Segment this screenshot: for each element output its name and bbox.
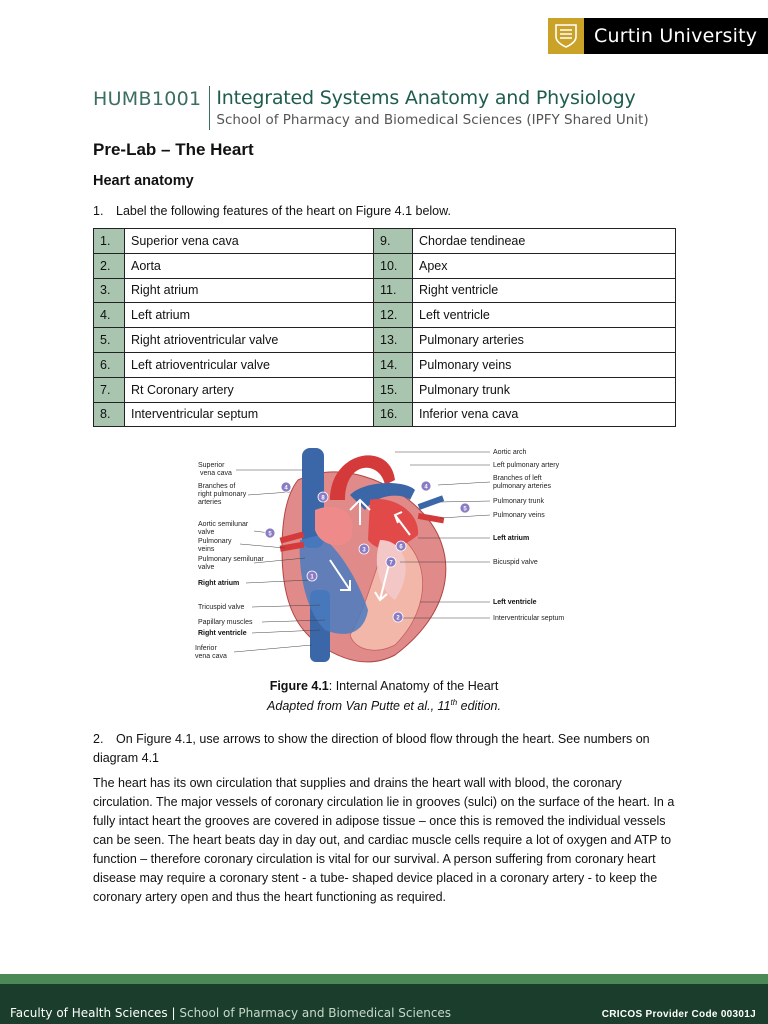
marker-5a (265, 528, 275, 538)
marker-3 (359, 544, 369, 554)
feature-name: Superior vena cava (125, 229, 374, 254)
feature-name: Aorta (125, 253, 374, 278)
table-row (94, 229, 676, 254)
feature-name: Right atrioventricular valve (125, 328, 374, 353)
label-aortic-arch: Aortic arch (493, 449, 527, 456)
question-1-number: 1. (93, 204, 104, 218)
svg-text:7: 7 (389, 560, 393, 567)
feature-name: Chordae tendineae (413, 229, 676, 254)
feature-number: 10. (374, 253, 413, 278)
section-heading: Heart anatomy (93, 173, 194, 189)
coronary-paragraph: The heart has its own circulation that supplies and drains the heart wall with blood, the coronary circulation. The major vessels of coronary circulation lie in grooves (sulci) on the surface of the heart. In a fully intact heart the grooves are covered in adipose tissue – once this is removed the individual vessels can be seen. The heart beats day in day out, and cardiac muscle cells require a lot of oxygen and ATP to function – therefore coronary circulation is vital for our survival. A person suffering from coronary heart disease may require a coronary stent - a tube- shaped device placed in a coronary artery - to keep the coronary artery open and thus the heart functioning as required. (93, 776, 675, 904)
label-vena-cava-sup: vena cava (200, 470, 232, 477)
footer-stripe (0, 974, 768, 984)
table-row (94, 328, 676, 353)
feature-name: Right ventricle (413, 278, 676, 303)
label-superior: Superior (198, 462, 225, 469)
marker-6 (396, 541, 406, 551)
unit-heading (93, 86, 649, 130)
svg-text:6: 6 (399, 544, 403, 551)
label-pulmonary-veins: Pulmonary veins (493, 512, 545, 519)
table-row (94, 278, 676, 303)
label-left-pulmonary-artery: Left pulmonary artery (493, 462, 560, 469)
feature-number: 11. (374, 278, 413, 303)
label-valve-1: valve (198, 529, 215, 536)
unit-code: HUMB1001 (93, 86, 210, 130)
table-row (94, 352, 676, 377)
feature-name: Interventricular septum (125, 402, 374, 427)
unit-name: Integrated Systems Anatomy and Physiology (216, 87, 636, 109)
label-aortic-semilunar: Aortic semilunar (198, 521, 249, 528)
footer-cricos: CRICOS Provider Code 00301J (601, 1009, 756, 1020)
label-vena-cava-inf: vena cava (195, 653, 227, 660)
label-pulmonary-semilunar: Pulmonary semilunar (198, 556, 264, 563)
heart-illustration (190, 440, 590, 670)
marker-8 (318, 492, 328, 502)
svg-text:1: 1 (310, 574, 314, 581)
page-title: Pre-Lab – The Heart (93, 140, 254, 159)
label-pulmonary-trunk: Pulmonary trunk (493, 498, 544, 505)
svg-text:2: 2 (396, 615, 400, 622)
figure-caption-label: Figure 4.1 (269, 679, 329, 693)
feature-number: 1. (94, 229, 125, 254)
svg-text:5: 5 (463, 506, 467, 513)
figure-source-text: Adapted from Van Putte et al., 11 (267, 699, 451, 714)
feature-number: 5. (94, 328, 125, 353)
question-2-number: 2. (93, 732, 104, 746)
label-bicuspid: Bicuspid valve (493, 559, 538, 566)
label-papillary: Papillary muscles (198, 619, 253, 626)
label-arteries: arteries (198, 499, 222, 506)
label-pulmonary: Pulmonary (198, 538, 232, 545)
brand-name: Curtin University (594, 25, 758, 47)
unit-school: School of Pharmacy and Biomedical Sciences (IPFY Shared Unit) (216, 112, 649, 128)
feature-number: 12. (374, 303, 413, 328)
question-1 (93, 204, 451, 218)
question-1-text: Label the following features of the heart on Figure 4.1 below. (116, 204, 451, 218)
table-row (94, 303, 676, 328)
marker-4b (421, 481, 431, 491)
footer-faculty (10, 1006, 451, 1020)
marker-5b (460, 503, 470, 513)
figure-caption (0, 679, 768, 693)
label-interventricular-septum: Interventricular septum (493, 615, 565, 622)
label-left-atrium: Left atrium (493, 535, 530, 542)
figure-source (0, 698, 768, 713)
label-right-pulmonary: right pulmonary (198, 491, 247, 498)
feature-name: Rt Coronary artery (125, 377, 374, 402)
svg-text:5: 5 (268, 531, 272, 538)
feature-number: 7. (94, 377, 125, 402)
features-table (93, 228, 676, 427)
svg-text:8: 8 (321, 495, 325, 502)
marker-7 (386, 557, 396, 567)
svg-text:4: 4 (284, 485, 288, 492)
feature-name: Pulmonary arteries (413, 328, 676, 353)
label-branches-left: Branches of left (493, 475, 542, 482)
label-right-atrium: Right atrium (198, 580, 240, 587)
label-left-ventricle: Left ventricle (493, 599, 537, 606)
table-row (94, 253, 676, 278)
feature-number: 2. (94, 253, 125, 278)
feature-name: Left ventricle (413, 303, 676, 328)
left-labels (195, 462, 264, 660)
footer-school: School of Pharmacy and Biomedical Sciences (179, 1006, 452, 1020)
footer (0, 984, 768, 1024)
label-branches-right: Branches of (198, 483, 236, 490)
svg-text:3: 3 (362, 547, 366, 554)
label-valve-2: valve (198, 564, 215, 571)
label-veins: veins (198, 546, 215, 553)
table-row (94, 377, 676, 402)
question-2 (93, 730, 673, 768)
marker-2 (393, 612, 403, 622)
feature-number: 9. (374, 229, 413, 254)
label-inferior: Inferior (195, 645, 217, 652)
figure-caption-text: : Internal Anatomy of the Heart (328, 679, 499, 693)
heart-diagram (190, 440, 590, 670)
svg-text:4: 4 (424, 484, 428, 491)
right-labels (493, 449, 564, 622)
feature-name: Apex (413, 253, 676, 278)
feature-number: 6. (94, 352, 125, 377)
label-tricuspid: Tricuspid valve (198, 604, 245, 611)
marker-4a (281, 482, 291, 492)
crest-icon (548, 18, 584, 54)
feature-number: 16. (374, 402, 413, 427)
feature-number: 13. (374, 328, 413, 353)
question-2-text: On Figure 4.1, use arrows to show the direction of blood flow through the heart. See numbers on diagram 4.1 (93, 732, 650, 765)
feature-name: Pulmonary trunk (413, 377, 676, 402)
marker-1 (307, 571, 317, 581)
figure-source-end: edition. (457, 699, 501, 714)
feature-name: Pulmonary veins (413, 352, 676, 377)
curtin-logo (548, 18, 768, 54)
feature-name: Left atrioventricular valve (125, 352, 374, 377)
feature-number: 4. (94, 303, 125, 328)
feature-number: 8. (94, 402, 125, 427)
feature-number: 15. (374, 377, 413, 402)
footer-separator: | (167, 1006, 180, 1020)
feature-name: Left atrium (125, 303, 374, 328)
feature-name: Inferior vena cava (413, 402, 676, 427)
label-left-pulmonary-arteries: pulmonary arteries (493, 483, 551, 490)
feature-number: 14. (374, 352, 413, 377)
label-right-ventricle: Right ventricle (198, 630, 247, 637)
feature-name: Right atrium (125, 278, 374, 303)
figure-source-sup: th (450, 698, 458, 707)
footer-faculty-name: Faculty of Health Sciences (10, 1006, 168, 1020)
table-row (94, 402, 676, 427)
feature-number: 3. (94, 278, 125, 303)
